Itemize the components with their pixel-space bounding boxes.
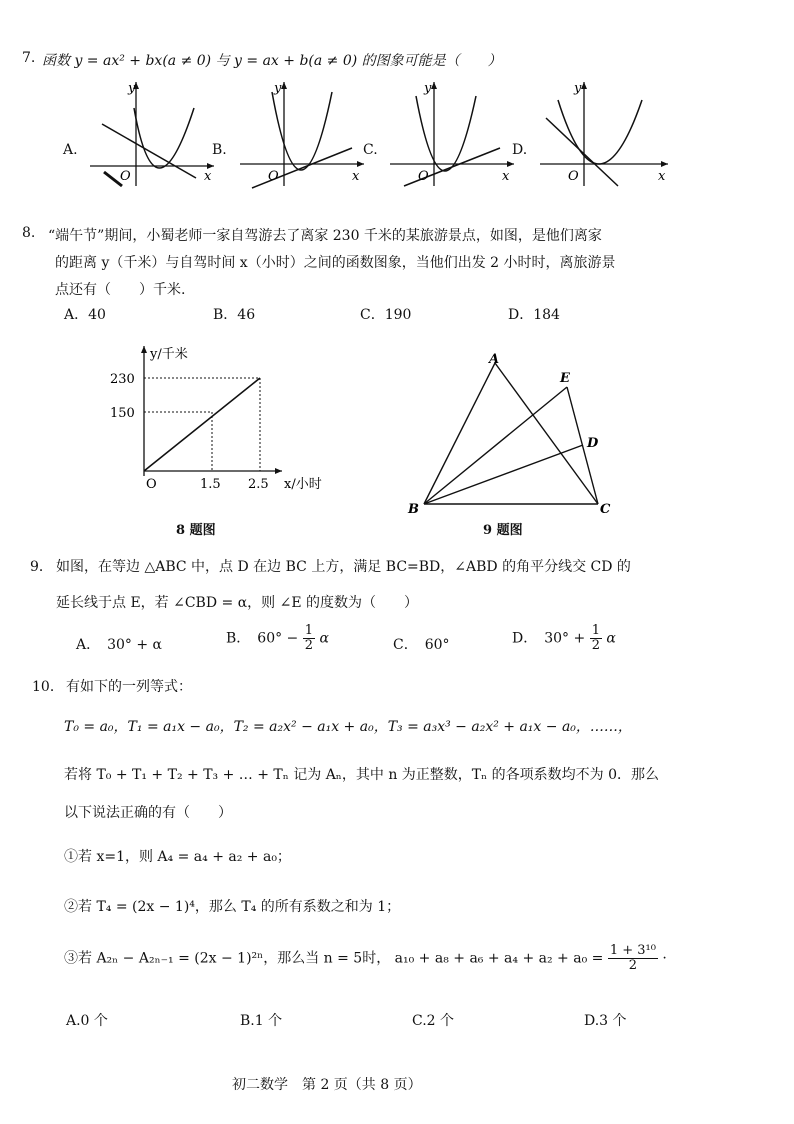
q9-option-d-fraction (590, 624, 602, 653)
axis-x-label: x (658, 169, 666, 184)
q8-option-a: A．40 (64, 307, 106, 323)
q8-ytick-150: 150 (110, 406, 135, 421)
q7-number: 7. (22, 50, 36, 66)
q9-option-b (226, 624, 329, 653)
q8-option-c: C．190 (360, 307, 412, 323)
q8-caption: 8 题图 (176, 523, 216, 538)
q9-option-d-post: α (606, 630, 616, 647)
q10-statement-1: ①若 x=1，则 A₄ = a₄ + a₂ + a₀； (64, 849, 291, 865)
q9-figure (400, 345, 630, 525)
q8-chart (100, 338, 340, 498)
q9-option-d-pre: D． 30° + (512, 630, 586, 647)
q10-option-a: A.0 个 (66, 1013, 108, 1029)
q10-option-d: D.3 个 (584, 1013, 627, 1029)
q9-option-b-post: α (319, 630, 329, 647)
q7-graph-a (88, 78, 220, 190)
q8-line1: “端午节”期间，小蜀老师一家自驾游去了离家 230 千米的某旅游景点，如图，是他们离家 (48, 228, 602, 244)
q9-option-b-fraction (303, 624, 315, 653)
origin-label: O (418, 169, 429, 184)
axis-x-label: x (502, 169, 510, 184)
q7-graph-c (388, 78, 520, 190)
axis-y-label: y (424, 81, 432, 96)
q10-stem: 有如下的一列等式： (66, 679, 192, 695)
q8-xtick-1-5: 1.5 (200, 477, 221, 492)
fraction-numerator: 1 (591, 623, 600, 638)
fraction-denominator: 2 (304, 638, 314, 653)
q7-graph-d (538, 78, 678, 190)
q10-line4: 以下说法正确的有（ ） (64, 805, 232, 821)
axis-x-label: x (352, 169, 360, 184)
q7-option-c-label: C. (363, 142, 378, 158)
q8-number: 8. (22, 225, 36, 241)
point-e: E (560, 371, 570, 386)
q9-caption: 9 题图 (483, 523, 523, 538)
q7-option-d-label: D. (512, 142, 528, 158)
q9-line2: 延长线于点 E，若 ∠CBD = α，则 ∠E 的度数为（ ） (56, 595, 419, 611)
q8-option-b: B．46 (213, 307, 256, 323)
q8-xlabel: x/小时 (284, 477, 322, 492)
axis-y-label: y (274, 81, 282, 96)
q9-option-c: C． 60° (393, 637, 450, 653)
q8-line2: 的距离 y（千米）与自驾时间 x（小时）之间的函数图象，当他们出发 2 小时时，离旅游景 (55, 255, 616, 271)
q9-number: 9． (30, 559, 53, 575)
fraction-denominator: 2 (591, 638, 600, 653)
point-b: B (408, 502, 419, 517)
q9-option-a: A． 30° + α (76, 637, 163, 653)
origin-label: O (268, 169, 279, 184)
q8-ylabel: y/千米 (150, 347, 188, 362)
page-footer: 初二数学 第 2 页（共 8 页） (232, 1077, 422, 1093)
origin-label: O (568, 169, 579, 184)
q10-statement-3-post: · (662, 950, 667, 967)
point-c: C (600, 502, 611, 517)
q7-option-a-label: A. (63, 142, 78, 158)
q10-statement-3-fraction (608, 944, 658, 973)
q10-option-c: C.2 个 (412, 1013, 455, 1029)
axis-y-label: y (128, 81, 136, 96)
point-a: A (489, 352, 500, 367)
q8-option-d: D．184 (508, 307, 560, 323)
q8-origin: O (146, 477, 157, 492)
axis-x-label: x (204, 169, 212, 184)
fraction-numerator: 1 + 3¹⁰ (609, 943, 656, 958)
axis-y-label: y (574, 81, 582, 96)
q10-number: 10． (32, 679, 64, 695)
point-d: D (587, 436, 599, 451)
q8-xtick-2-5: 2.5 (248, 477, 269, 492)
q9-option-d (512, 624, 616, 653)
q10-statement-3 (64, 944, 667, 973)
q8-ytick-230: 230 (110, 372, 135, 387)
q10-equations: T₀ = a₀，T₁ = a₁x − a₀，T₂ = a₂x² − a₁x + a₀，T₃ = a₃x³ − a₂x² + a₁x − a₀，……， (64, 719, 632, 735)
fraction-denominator: 2 (628, 958, 638, 973)
q9-line1: 如图，在等边 △ABC 中，点 D 在边 BC 上方，满足 BC=BD，∠ABD 的角平分线交 CD 的 (56, 559, 631, 575)
q9-option-b-pre: B． 60° − (226, 630, 299, 647)
q10-option-b: B.1 个 (240, 1013, 283, 1029)
q7-stem: 函数 y = ax² + bx(a ≠ 0) 与 y = ax + b(a ≠ 0) 的图象可能是（ ） (42, 53, 502, 69)
q10-statement-3-text: ③若 A₂ₙ − A₂ₙ₋₁ = (2x − 1)²ⁿ，那么当 n = 5时， a₁₀ + a₈ + a₆ + a₄ + a₂ + a₀ = (64, 950, 604, 967)
q8-line3: 点还有（ ）千米. (55, 282, 186, 298)
q7-graph-b (238, 78, 370, 190)
origin-label: O (120, 169, 131, 184)
fraction-numerator: 1 (304, 623, 314, 638)
q10-statement-2: ②若 T₄ = (2x − 1)⁴，那么 T₄ 的所有系数之和为 1； (64, 899, 401, 915)
q7-option-b-label: B. (212, 142, 227, 158)
q10-line3: 若将 T₀ + T₁ + T₂ + T₃ + … + Tₙ 记为 Aₙ，其中 n 为正整数，Tₙ 的各项系数均不为 0．那么 (64, 767, 659, 783)
